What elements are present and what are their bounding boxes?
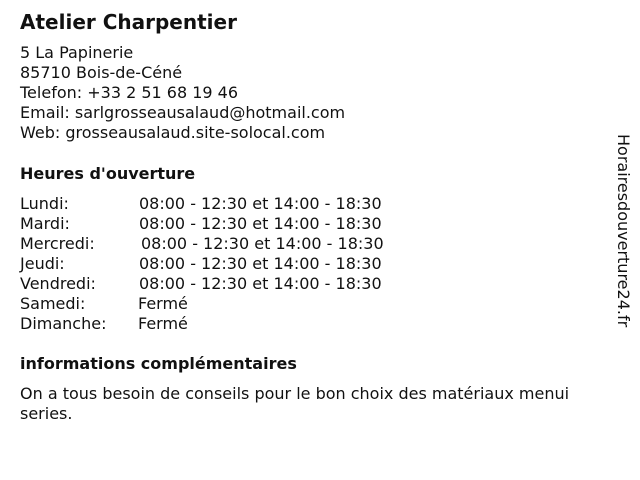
email-address: Email: sarlgrosseausalaud@hotmail.com (20, 103, 346, 122)
day-label: Samedi: (20, 294, 86, 313)
additional-info-title: informations complémentaires (20, 354, 297, 373)
time-value: Fermé (138, 314, 188, 333)
address-city: 85710 Bois-de-Céné (20, 63, 183, 82)
website-address: Web: grosseausalaud.site-solocal.com (20, 123, 326, 142)
website-watermark: Horairesdouverture24.fr (614, 134, 633, 328)
day-label: Lundi: (20, 194, 69, 213)
address-street: 5 La Papinerie (20, 43, 134, 62)
day-label: Mercredi: (20, 234, 95, 253)
time-value: 08:00 - 12:30 et 14:00 - 18:30 (139, 194, 382, 213)
business-name: Atelier Charpentier (20, 10, 237, 34)
day-label: Mardi: (20, 214, 70, 233)
time-value: 08:00 - 12:30 et 14:00 - 18:30 (141, 234, 384, 253)
time-value: Fermé (138, 294, 188, 313)
time-value: 08:00 - 12:30 et 14:00 - 18:30 (139, 274, 382, 293)
day-label: Dimanche: (20, 314, 107, 333)
phone-number: Telefon: +33 2 51 68 19 46 (20, 83, 239, 102)
day-label: Jeudi: (20, 254, 65, 273)
opening-hours-title: Heures d'ouverture (20, 164, 196, 183)
time-value: 08:00 - 12:30 et 14:00 - 18:30 (139, 214, 382, 233)
additional-info-text: On a tous besoin de conseils pour le bon choix des matériaux menui series. (20, 384, 570, 423)
day-label: Vendredi: (20, 274, 96, 293)
contact-details (20, 43, 345, 143)
time-value: 08:00 - 12:30 et 14:00 - 18:30 (139, 254, 382, 273)
